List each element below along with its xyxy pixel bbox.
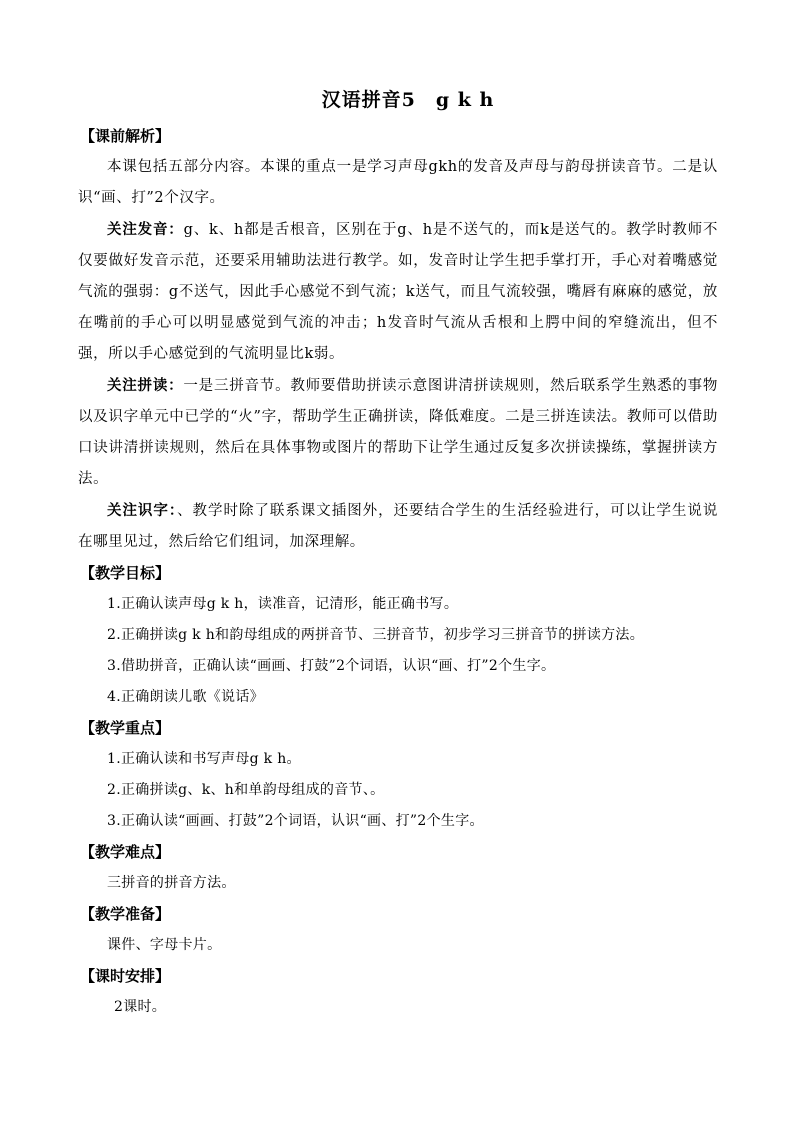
section-heading-key-points: 【教学重点】 [80,719,171,737]
literacy-paragraph [78,495,718,558]
literacy-text: 、教学时除了联系课文插图外，还要结合学生的生活经验进行，可以让学生说说在哪里见过，然后给它们组词，加深理解。 [78,503,718,550]
section-heading-pre-analysis: 【课前解析】 [80,127,171,145]
goal-item-1: 1.正确认读声母g k h，读准音，记清形，能正确书写。 [107,596,459,612]
literacy-lead: 关注识字： [107,502,178,519]
spelling-text: 一是三拼音节。教师要借助拼读示意图讲清拼读规则，然后联系学生熟悉的事物以及识字单元中已学的“火”字，帮助学生正确拼读，降低难度。二是三拼连读法。教师可以借助口诀讲清拼读规则，然后在具体事物或图片的帮助下让学生通过反复多次拼读操练，掌握拼读方法。 [78,378,719,487]
key-point-item-3: 3.正确认读“画画、打鼓”2个词语，认识“画、打”2个生字。 [107,813,484,829]
preparation-text: 课件、字母卡片。 [107,937,222,953]
spelling-lead: 关注拼读： [107,377,184,394]
section-heading-difficulties: 【教学难点】 [80,843,171,861]
goal-item-3: 3.借助拼音，正确认读“画画、打鼓”2个词语，认识“画、打”2个生字。 [107,658,556,674]
spelling-paragraph [78,370,718,495]
key-point-item-1: 1.正确认读和书写声母g k h。 [107,751,301,767]
pronunciation-paragraph [78,214,718,370]
pronunciation-text: g、k、h都是舌根音，区别在于g、h是不送气的，而k是送气的。教学时教师不仅要做好发音示范，还要采用辅助法进行教学。如，发音时让学生把手掌打开，手心对着嘴感觉气流的强弱：g不送气，因此手心感觉不到气流；k送气，而且气流较强，嘴唇有麻麻的感觉，放在嘴前的手心可以明显感觉到气流的冲击；h发音时气流从舌根和上腭中间的窄缝流出，但不强，所以手心感觉到的气流明显比k弱。 [78,222,719,362]
schedule-text: 2课时。 [114,999,167,1015]
pronunciation-lead: 关注发音： [107,221,184,238]
difficulties-text: 三拼音的拼音方法。 [107,875,236,891]
document-title: 汉语拼音5 g k h [321,89,495,111]
section-heading-schedule: 【课时安排】 [80,967,171,985]
pre-analysis-intro: 本课包括五部分内容。本课的重点一是学习声母gkh的发音及声母与韵母拼读音节。二是认识“画、打”2个汉字。 [78,159,718,206]
section-heading-goals: 【教学目标】 [80,564,171,582]
key-point-item-2: 2.正确拼读g、k、h和单韵母组成的音节、。 [107,782,385,798]
goal-item-4: 4.正确朗读儿歌《说话》 [107,689,264,705]
section-heading-preparation: 【教学准备】 [80,905,171,923]
document-content [78,85,718,1023]
goal-item-2: 2.正确拼读g k h和韵母组成的两拼音节、三拼音节，初步学习三拼音节的拼读方法。 [107,627,645,643]
